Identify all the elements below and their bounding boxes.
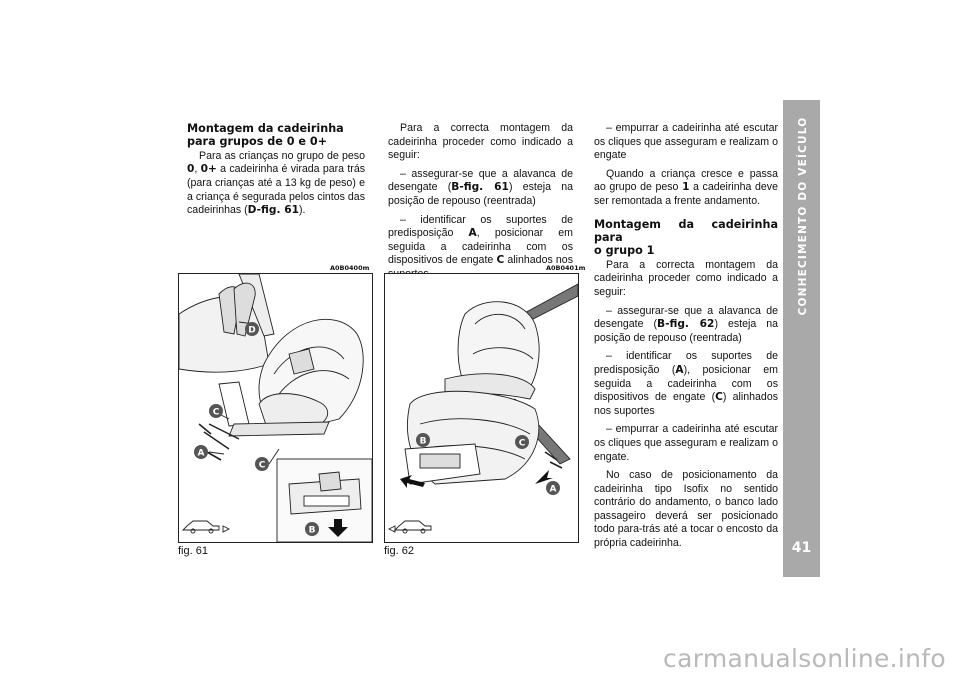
figure-code: A0B0400m <box>330 264 370 272</box>
chapter-sidebar <box>783 100 820 577</box>
figure-caption: fig. 61 <box>178 545 208 557</box>
paragraph: Para as crianças no grupo de peso 0, 0+ a cadeirinha é virada para trás (para crianças até a 13 kg de peso) e a criança é segurada pelos cintos das cadeirinhas (D-fig. 61). <box>187 149 366 217</box>
paragraph: No caso de posicionamento da cadeirinha tipo Isofix no sentido contrário do andamento, o banco lado passageiro deverá ser posicionado todo para-trás até a tocar o encosto da própria cadeirinha. <box>594 469 778 550</box>
paragraph: Para a correcta montagem da cadeirinha proceder como indicado a seguir: <box>388 122 573 162</box>
callout-b: B <box>308 525 316 536</box>
callout-d: D <box>248 325 256 336</box>
paragraph: – identificar os suportes de predisposição A, posicionar em seguida a cadeirinha com os dispositivos de engate C alinhados nos <box>388 213 573 267</box>
paragraph: Quando a criança cresce e passa ao grupo de peso 1 a cadeirinha deve ser remontada a frente andamento. <box>594 167 778 207</box>
figure-caption: fig. 62 <box>384 545 414 557</box>
callout-c: C <box>258 460 266 471</box>
child-seat-forward-facing-drawing <box>385 274 578 542</box>
section-heading-group-1: Montagem da cadeirinha para o grupo 1 <box>594 217 778 258</box>
paragraph: – empurrar a cadeirinha até escutar os cliques que asseguram e realizam o engate <box>594 122 778 162</box>
chapter-title: CONHECIMENTO DO VEÍCULO <box>797 116 809 316</box>
text-column-3 <box>594 122 778 551</box>
figure-code: A0B0401m <box>546 264 586 272</box>
paragraph: – identificar os suportes de predisposição (A), posicionar em seguida a cadeirinha com os dispositivos de engate (C) alinhados nos suportes <box>594 350 779 417</box>
watermark: carmanualsonline.info <box>663 644 946 673</box>
callout-c: C <box>212 407 220 418</box>
paragraph: – empurrar a cadeirinha até escutar os cliques que asseguram e realizam o engate. <box>594 423 778 463</box>
figure-62-illustration <box>384 273 579 543</box>
figure-61-illustration <box>178 273 373 543</box>
child-seat-rear-facing-drawing <box>179 274 372 542</box>
callout-a: A <box>549 484 557 495</box>
paragraph: – assegurar-se que a alavanca de desengate (B-fig. 61) esteja na posição de repouso (reentrada) <box>388 167 573 207</box>
text-column-2 <box>388 122 573 282</box>
paragraph: Para a correcta montagem da cadeirinha proceder como indicado a seguir: <box>594 258 778 298</box>
section-heading-group-0: Montagem da cadeirinha para grupos de 0 e 0+ <box>187 122 344 149</box>
callout-b: B <box>419 436 427 447</box>
callout-c: C <box>518 438 526 449</box>
callout-a: A <box>197 448 205 459</box>
page-number: 41 <box>791 540 812 556</box>
paragraph: – assegurar-se que a alavanca de desengate (B-fig. 62) esteja na posição de repouso (reentrada) <box>594 304 778 344</box>
text-column-1 <box>187 122 365 218</box>
